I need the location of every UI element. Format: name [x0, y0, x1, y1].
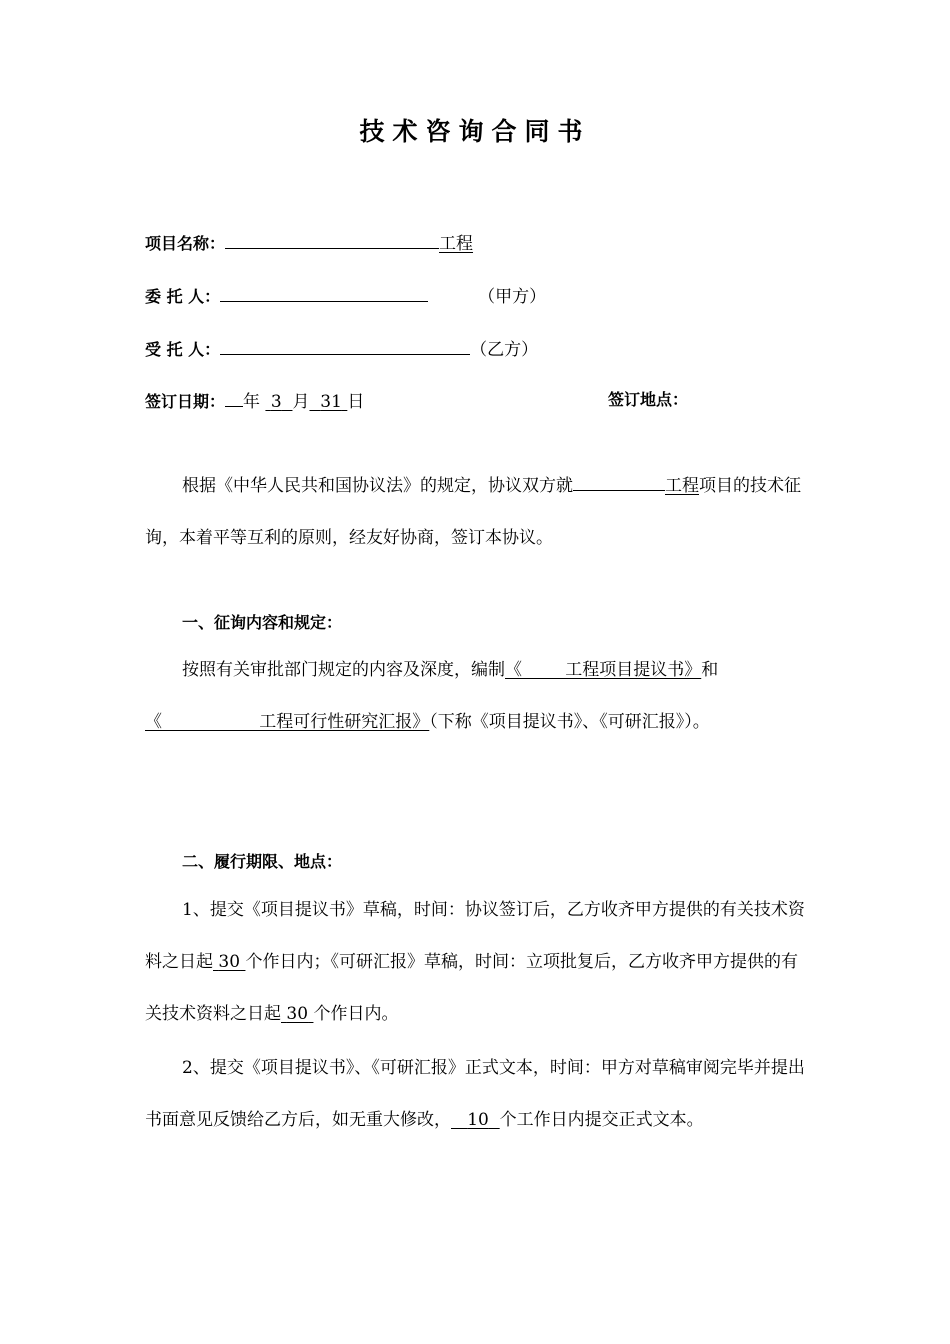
day-char: 日	[347, 392, 365, 412]
place-label: 签订地点：	[608, 390, 689, 409]
project-name-row	[145, 229, 473, 254]
project-name-suffix: 工程	[439, 234, 474, 254]
intro-text-2: 项目的技术征询，本着平等互利的原则，经友好协商，签订本协议。	[145, 476, 801, 548]
item2-text-b: 个工作日内提交正式文本。	[499, 1110, 704, 1130]
item1-days2: 30	[286, 1004, 309, 1024]
section2-heading: 二、履行期限、地点：	[182, 852, 343, 871]
client-role: （甲方）	[478, 287, 547, 307]
item1-text-b: 个作日内；《可研汇报》草稿，时间：立项批复后，乙方收齐甲方提供的有关技术资料之日起	[145, 952, 798, 1024]
date-row	[145, 387, 364, 412]
section1-text-2: （下称《项目提议书》、《可研汇报》）。	[429, 712, 710, 732]
month-char: 月	[292, 392, 310, 412]
place-row	[608, 387, 688, 410]
contractor-role: （乙方）	[470, 340, 539, 360]
section1-paragraph	[145, 644, 805, 748]
intro-project-word: 工程	[665, 476, 699, 496]
item1-text-a: 1、提交《项目提议书》草稿，时间：协议签订后，乙方收齐甲方提供的有关技术资料之日起	[145, 900, 805, 972]
intro-paragraph	[145, 460, 805, 564]
client-row	[145, 282, 546, 307]
contractor-row	[145, 335, 538, 360]
section1-doc2: 《 工程可行性研究汇报》	[145, 712, 430, 732]
section1-and: 和	[701, 660, 719, 680]
section2-item2	[145, 1042, 805, 1146]
section1-heading: 一、征询内容和规定：	[182, 613, 343, 632]
client-label: 委 托 人：	[145, 287, 221, 306]
month-value: 3	[270, 392, 282, 412]
client-blank[interactable]	[220, 285, 428, 302]
contractor-blank[interactable]	[220, 338, 470, 355]
project-name-label: 项目名称：	[145, 234, 226, 253]
item2-text-a: 2、提交《项目提议书》、《可研汇报》正式文本，时间：甲方对草稿审阅完毕并提出书面意见反馈给乙方后，如无重大修改，	[145, 1058, 805, 1130]
section1-text-1: 按照有关审批部门规定的内容及深度，编制	[182, 660, 505, 680]
item1-days1: 30	[218, 952, 241, 972]
item2-days: 10	[467, 1110, 489, 1130]
day-value: 31	[320, 392, 342, 412]
contractor-label: 受 托 人：	[145, 340, 221, 359]
year-blank[interactable]	[225, 390, 243, 407]
document-title: 技术咨询合同书	[359, 117, 591, 146]
intro-text-1: 根据《中华人民共和国协议法》的规定，协议双方就	[182, 476, 573, 496]
section2-item1	[145, 884, 805, 1040]
year-char: 年	[243, 392, 261, 412]
date-label: 签订日期：	[145, 392, 226, 411]
intro-blank[interactable]	[573, 474, 665, 491]
project-name-blank[interactable]	[225, 232, 439, 249]
section1-doc1: 《 工程项目提议书》	[505, 660, 702, 680]
item1-text-c: 个作日内。	[313, 1004, 399, 1024]
